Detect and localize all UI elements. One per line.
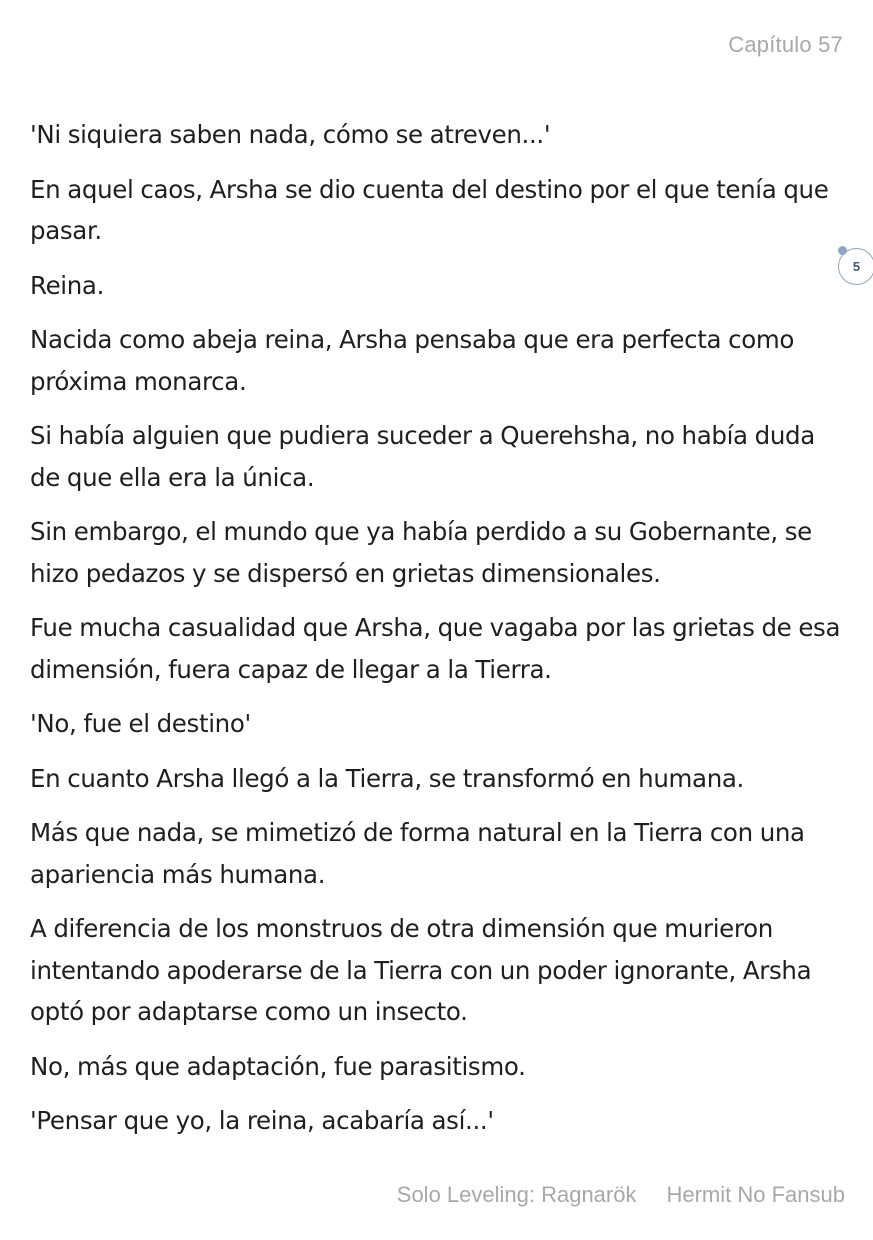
- comment-count: 5: [852, 259, 861, 274]
- paragraph: Nacida como abeja reina, Arsha pensaba que era perfecta como próxima monarca.: [30, 325, 795, 396]
- paragraph: No, más que adaptación, fue parasitismo.: [30, 1051, 526, 1081]
- paragraph: En cuanto Arsha llegó a la Tierra, se transformó en humana.: [30, 763, 744, 793]
- chapter-title: Capítulo 57: [728, 32, 843, 57]
- paragraph: 'Pensar que yo, la reina, acabaría así...': [30, 1106, 494, 1135]
- paragraph: 'No, fue el destino': [30, 709, 251, 738]
- novel-title: Solo Leveling: Ragnarök: [396, 1182, 637, 1207]
- paragraph: Si había alguien que pudiera suceder a Querehsha, no había duda de que ella era la única.: [30, 421, 815, 492]
- paragraph: A diferencia de los monstruos de otra dimensión que murieron intentando apoderarse de la Tierra con un poder ignorante, Arsha optó por adaptarse como un insecto.: [30, 914, 812, 1026]
- paragraph: Reina.: [30, 270, 105, 300]
- translator-credit: Hermit No Fansub: [666, 1182, 845, 1207]
- paragraph: Sin embargo, el mundo que ya había perdido a su Gobernante, se hizo pedazos y se dispersó en grietas dimensionales.: [30, 517, 812, 588]
- page-footer: [397, 1182, 845, 1208]
- chapter-body: [30, 114, 845, 1179]
- paragraph: En aquel caos, Arsha se dio cuenta del destino por el que tenía que pasar.: [30, 174, 829, 245]
- paragraph: Más que nada, se mimetizó de forma natural en la Tierra con una apariencia más humana.: [30, 818, 805, 889]
- paragraph: Fue mucha casualidad que Arsha, que vagaba por las grietas de esa dimensión, fuera capaz de llegar a la Tierra.: [30, 613, 841, 684]
- paragraph: 'Ni siquiera saben nada, cómo se atreven...': [30, 120, 551, 149]
